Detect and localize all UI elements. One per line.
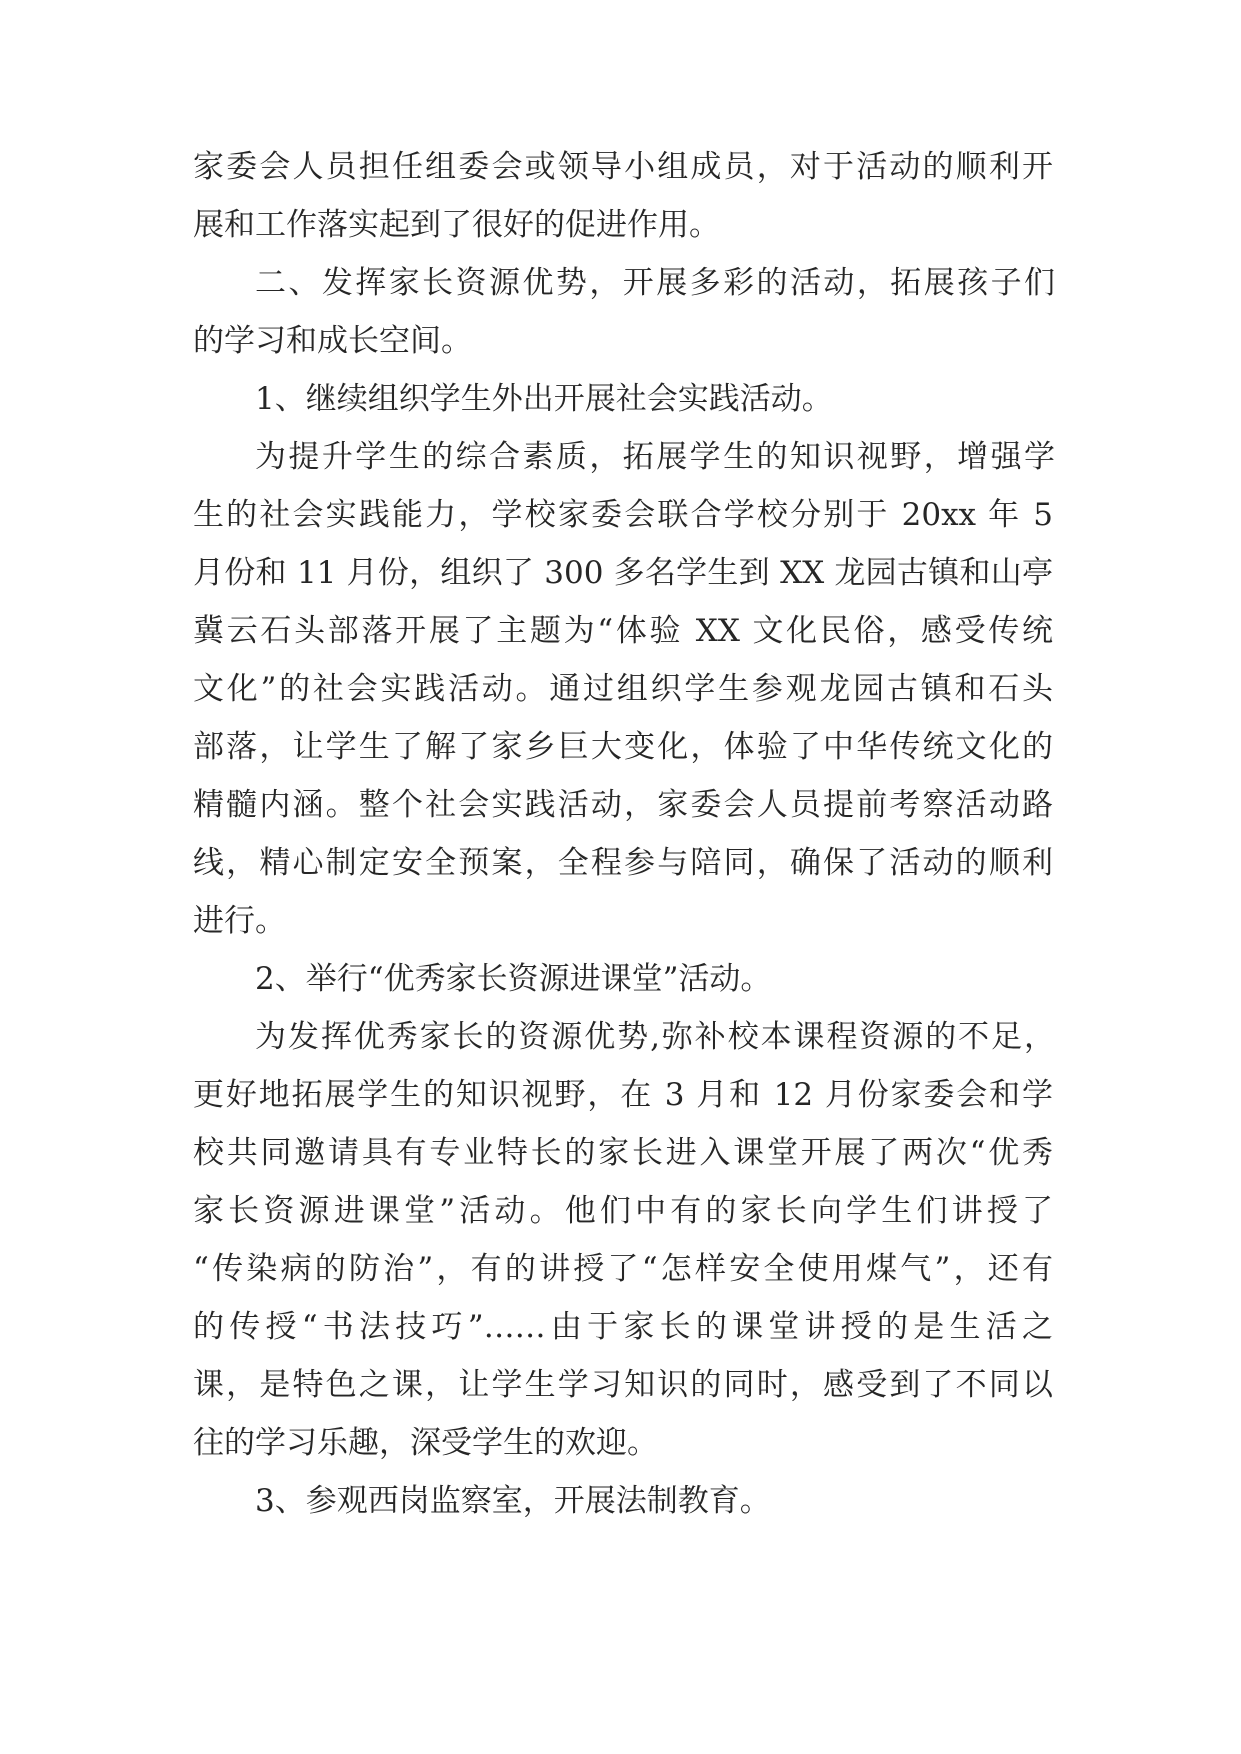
text-line-18: 校共同邀请具有专业特长的家长进入课堂开展了两次“优秀 bbox=[193, 1135, 1053, 1171]
text-line-9: 冀云石头部落开展了主题为“体验 XX 文化民俗，感受传统 bbox=[193, 613, 1053, 649]
text-line-10: 文化”的社会实践活动。通过组织学生参观龙园古镇和石头 bbox=[193, 671, 1053, 707]
text-line-4: 的学习和成长空间。 bbox=[193, 323, 472, 359]
section-heading-2: 二、发挥家长资源优势，开展多彩的活动，拓展孩子们 bbox=[255, 265, 1055, 301]
text-line-13: 线，精心制定安全预案，全程参与陪同，确保了活动的顺利 bbox=[193, 845, 1053, 881]
text-line-21: 的传授“书法技巧”……由于家长的课堂讲授的是生活之 bbox=[193, 1309, 1053, 1345]
subheading-3: 3、参观西岗监察室，开展法制教育。 bbox=[255, 1483, 771, 1519]
text-line-11: 部落，让学生了解了家乡巨大变化，体验了中华传统文化的 bbox=[193, 729, 1053, 765]
subheading-1: 1、继续组织学生外出开展社会实践活动。 bbox=[255, 381, 833, 417]
text-line-7: 生的社会实践能力，学校家委会联合学校分别于 20xx 年 5 bbox=[193, 497, 1053, 533]
text-line-16: 为发挥优秀家长的资源优势,弥补校本课程资源的不足， bbox=[255, 1019, 1055, 1055]
text-line-8: 月份和 11 月份，组织了 300 多名学生到 XX 龙园古镇和山亭 bbox=[193, 555, 1053, 591]
text-line-14: 进行。 bbox=[193, 903, 286, 939]
text-line-20: “传染病的防治”，有的讲授了“怎样安全使用煤气”，还有 bbox=[193, 1251, 1053, 1287]
text-line-19: 家长资源进课堂”活动。他们中有的家长向学生们讲授了 bbox=[193, 1193, 1053, 1229]
text-line-22: 课，是特色之课，让学生学习知识的同时，感受到了不同以 bbox=[193, 1367, 1053, 1403]
text-line-23: 往的学习乐趣，深受学生的欢迎。 bbox=[193, 1425, 658, 1461]
subheading-2: 2、举行“优秀家长资源进课堂”活动。 bbox=[255, 961, 772, 997]
text-line-17: 更好地拓展学生的知识视野，在 3 月和 12 月份家委会和学 bbox=[193, 1077, 1053, 1113]
text-line-6: 为提升学生的综合素质，拓展学生的知识视野，增强学 bbox=[255, 439, 1055, 475]
text-line-2: 展和工作落实起到了很好的促进作用。 bbox=[193, 207, 720, 243]
text-line-1: 家委会人员担任组委会或领导小组成员，对于活动的顺利开 bbox=[193, 149, 1053, 185]
text-line-12: 精髓内涵。整个社会实践活动，家委会人员提前考察活动路 bbox=[193, 787, 1053, 823]
